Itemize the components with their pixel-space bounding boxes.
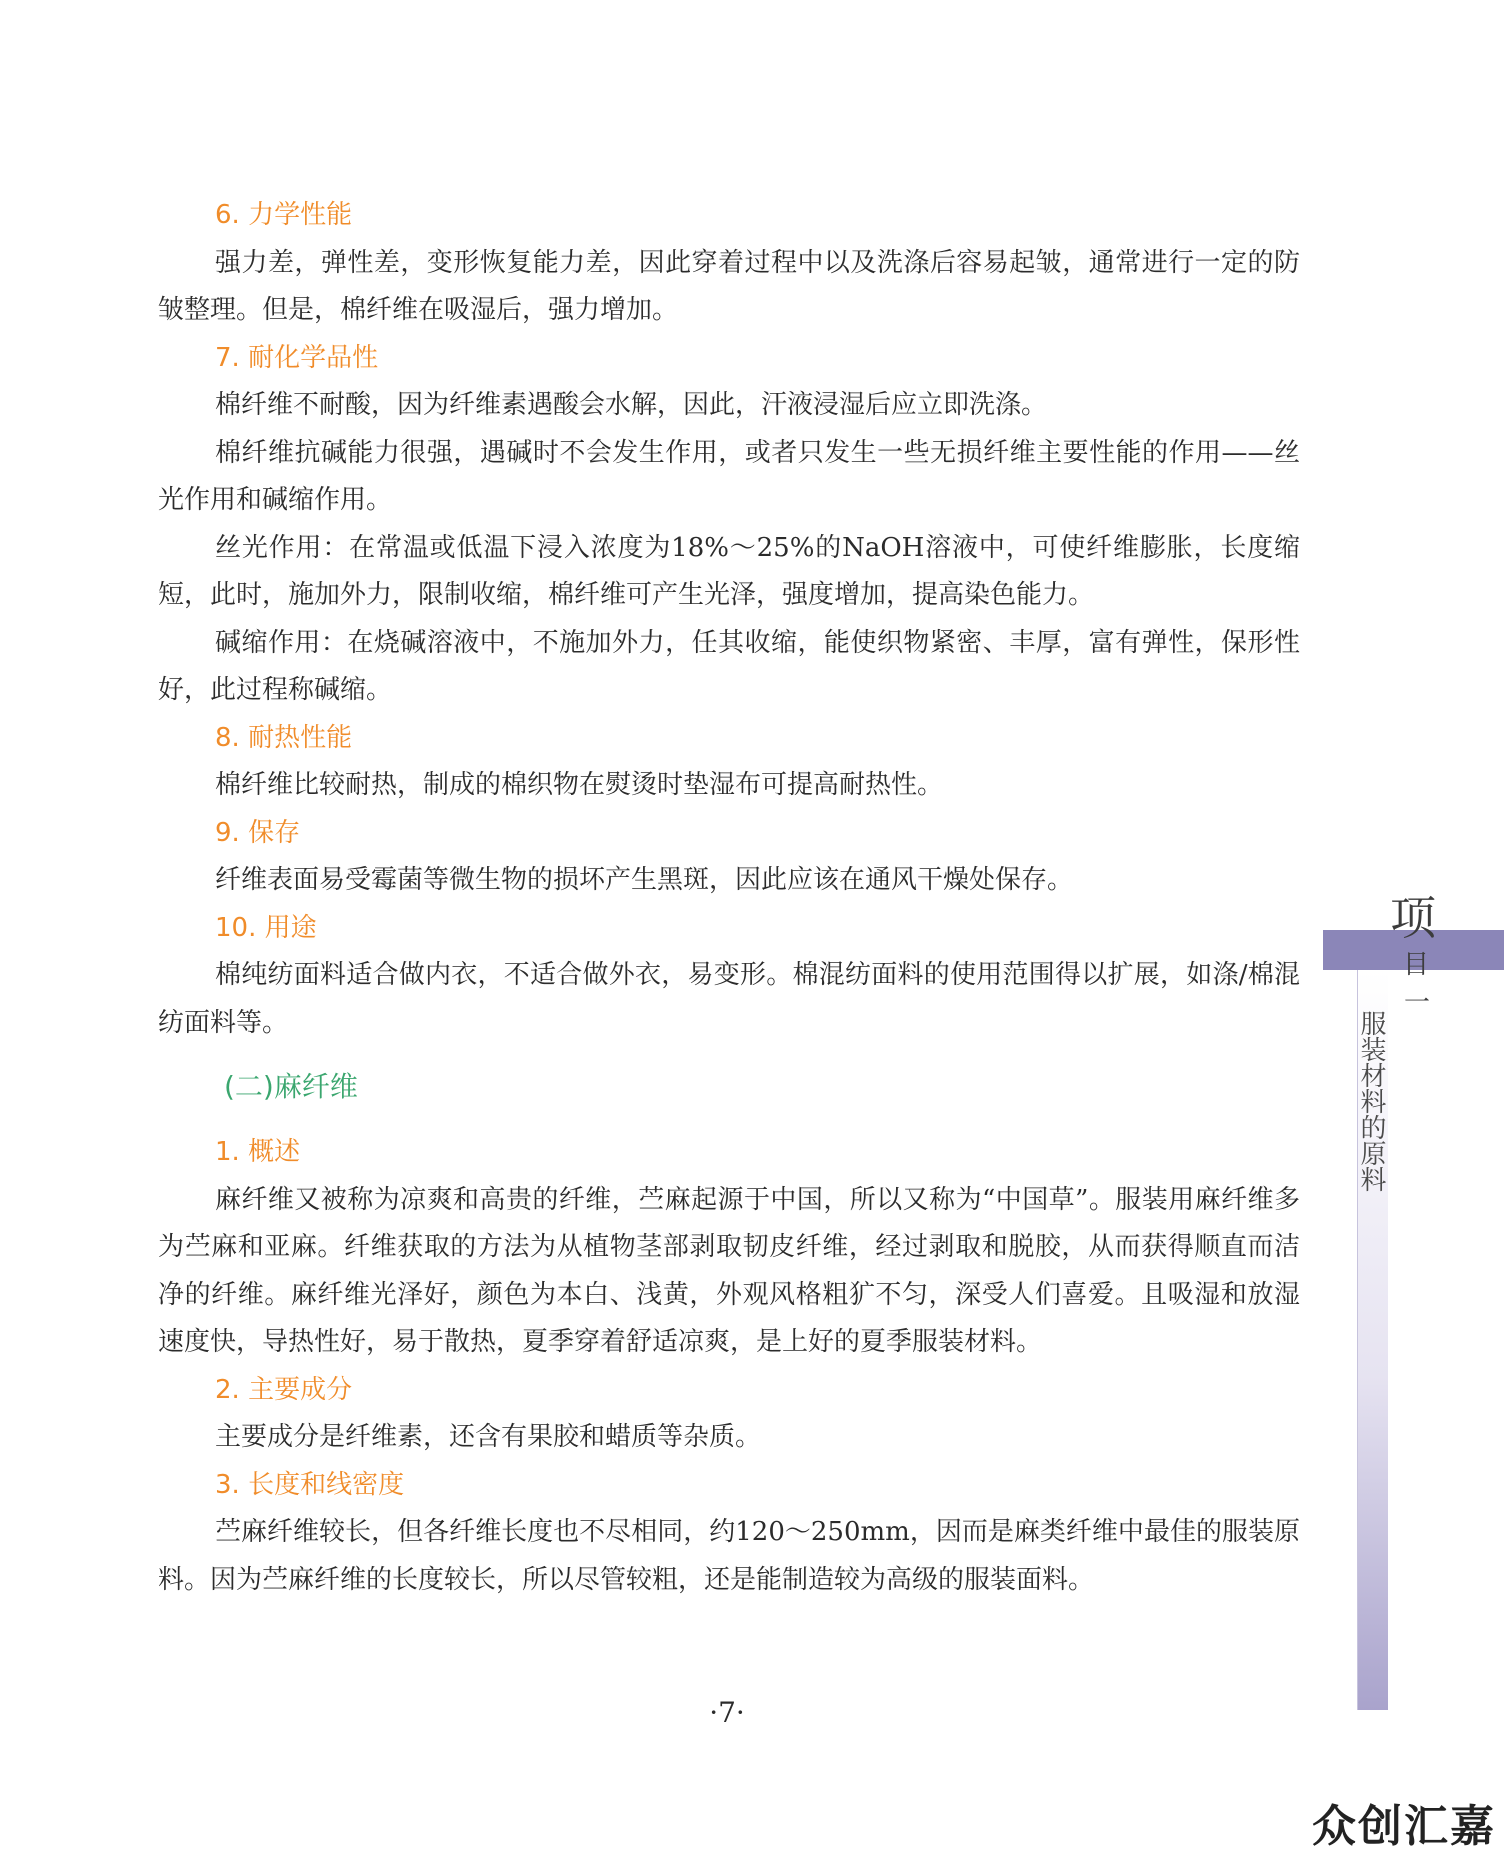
chapter-tab-char-mid: 目 [1403, 950, 1430, 980]
paragraph: 碱缩作用：在烧碱溶液中，不施加外力，任其收缩，能使织物紧密、丰厚，富有弹性，保形性好，此过程称碱缩。 [158, 627, 1300, 705]
chapter-tab-title: 服装材料的原料 [1356, 1010, 1386, 1192]
watermark: 众创汇嘉 [1312, 1801, 1496, 1852]
page-number: ·7· [709, 1696, 745, 1729]
subheading: 6. 力学性能 [215, 200, 353, 230]
paragraph: 棉纯纺面料适合做内衣，不适合做外衣，易变形。棉混纺面料的使用范围得以扩展，如涤/棉混纺面料等。 [158, 960, 1300, 1038]
paragraph: 苎麻纤维较长，但各纤维长度也不尽相同，约120～250mm，因而是麻类纤维中最佳的服装原料。因为苎麻纤维的长度较长，所以尽管较粗，还是能制造较为高级的服装面料。 [158, 1517, 1300, 1595]
subheading: 10. 用途 [215, 912, 317, 943]
subheading: 7. 耐化学品性 [215, 342, 379, 373]
paragraph: 丝光作用：在常温或低温下浸入浓度为18%～25%的NaOH溶液中，可使纤维膨胀，长度缩短，此时，施加外力，限制收缩，棉纤维可产生光泽，强度增加，提高染色能力。 [158, 532, 1300, 610]
chapter-tab-char-big: 项 [1390, 891, 1436, 945]
subheading: 1. 概述 [215, 1137, 301, 1167]
subheading: 2. 主要成分 [215, 1374, 353, 1405]
page-content [158, 192, 1300, 1604]
paragraph: 强力差，弹性差，变形恢复能力差，因此穿着过程中以及洗涤后容易起皱，通常进行一定的防皱整理。但是，棉纤维在吸湿后，强力增加。 [158, 247, 1300, 325]
paragraph: 纤维表面易受霉菌等微生物的损坏产生黑斑，因此应该在通风干燥处保存。 [215, 865, 1074, 895]
subheading: 9. 保存 [215, 817, 301, 848]
paragraph: 主要成分是纤维素，还含有果胶和蜡质等杂质。 [215, 1422, 762, 1452]
paragraph: 棉纤维比较耐热，制成的棉织物在熨烫时垫湿布可提高耐热性。 [215, 770, 944, 800]
subheading: 3. 长度和线密度 [215, 1469, 405, 1500]
section-heading: (二)麻纤维 [224, 1070, 358, 1103]
paragraph: 棉纤维抗碱能力很强，遇碱时不会发生作用，或者只发生一些无损纤维主要性能的作用——丝光作用和碱缩作用。 [158, 437, 1300, 515]
subheading: 8. 耐热性能 [215, 722, 353, 753]
paragraph: 麻纤维又被称为凉爽和高贵的纤维，苎麻起源于中国，所以又称为“中国草”。服装用麻纤维多为苎麻和亚麻。纤维获取的方法为从植物茎部剥取韧皮纤维，经过剥取和脱胶，从而获得顺直而洁净的纤维。麻纤维光泽好，颜色为本白、浅黄，外观风格粗犷不匀，深受人们喜爱。且吸湿和放湿速度快，导热性好，易于散热，夏季穿着舒适凉爽，是上好的夏季服装材料。 [158, 1184, 1300, 1357]
chapter-tab-char-number: 一 [1404, 988, 1431, 1018]
paragraph: 棉纤维不耐酸，因为纤维素遇酸会水解，因此，汗液浸湿后应立即洗涤。 [215, 390, 1048, 420]
